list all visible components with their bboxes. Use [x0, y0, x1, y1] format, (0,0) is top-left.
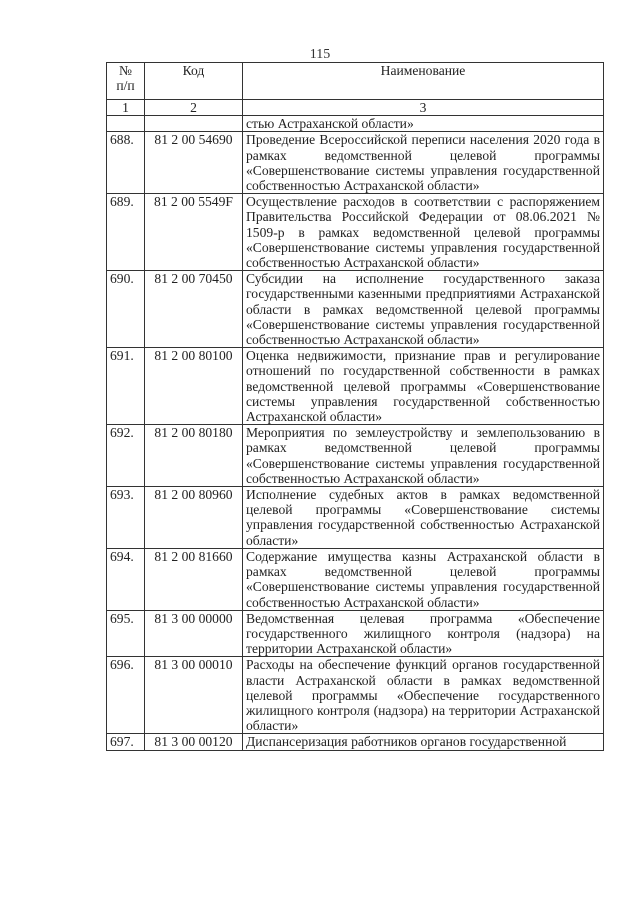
table-row — [107, 348, 604, 425]
row-name: Исполнение судебных актов в рамках ведомственной целевой программы «Совершенствование системы управления государственной собственностью Астраханской области» — [243, 487, 604, 549]
continuation-num-cell — [107, 116, 145, 132]
continuation-code-cell — [145, 116, 243, 132]
row-code: 81 3 00 00010 — [145, 657, 243, 734]
row-code: 81 3 00 00120 — [145, 734, 243, 750]
row-number: 697. — [107, 734, 145, 750]
table-row — [107, 487, 604, 549]
column-header-code: Код — [145, 63, 243, 100]
row-code: 81 2 00 54690 — [145, 132, 243, 194]
row-code: 81 2 00 80180 — [145, 425, 243, 487]
table-row — [107, 734, 604, 750]
table-row — [107, 132, 604, 194]
table-row — [107, 610, 604, 657]
column-header-number-sign: № — [119, 63, 132, 78]
column-index-3: 3 — [243, 100, 604, 116]
continuation-row — [107, 116, 604, 132]
row-number: 690. — [107, 271, 145, 348]
row-number: 688. — [107, 132, 145, 194]
row-number: 694. — [107, 548, 145, 610]
row-name: Расходы на обеспечение функций органов государственной власти Астраханской области в рамках ведомственной целевой программы «Обеспечение государственного жилищного контроля (надзора) на территории Астраханской области» — [243, 657, 604, 734]
column-header-number-abbr: п/п — [116, 78, 135, 94]
row-number: 696. — [107, 657, 145, 734]
row-name: Осуществление расходов в соответствии с распоряжением Правительства Российской Федерации от 08.06.2021 № 1509-р в рамках ведомственной целевой программы «Совершенствование системы управления государственной собственностью Астраханской области» — [243, 194, 604, 271]
row-code: 81 3 00 00000 — [145, 610, 243, 657]
table-row — [107, 548, 604, 610]
row-code: 81 2 00 81660 — [145, 548, 243, 610]
row-number: 689. — [107, 194, 145, 271]
row-code: 81 2 00 80960 — [145, 487, 243, 549]
row-name: Диспансеризация работников органов государственной — [243, 734, 604, 750]
table-row — [107, 657, 604, 734]
page-number: 115 — [309, 47, 331, 62]
column-index-row — [107, 100, 604, 116]
table-row — [107, 271, 604, 348]
table-row — [107, 194, 604, 271]
row-number: 695. — [107, 610, 145, 657]
table-row — [107, 425, 604, 487]
row-name: Субсидии на исполнение государственного заказа государственными казенными предприятиями Астраханской области в рамках ведомственной целевой программы «Совершенствование системы управления государственной собственностью Астраханской области» — [243, 271, 604, 348]
column-index-2: 2 — [145, 100, 243, 116]
budget-codes-table — [106, 62, 604, 751]
table-header-row — [107, 63, 604, 100]
row-code: 81 2 00 5549F — [145, 194, 243, 271]
row-number: 693. — [107, 487, 145, 549]
row-name: Мероприятия по землеустройству и землепользованию в рамках ведомственной целевой программы «Совершенствование системы управления государственной собственностью Астраханской области» — [243, 425, 604, 487]
column-header-number — [107, 63, 145, 100]
column-header-name: Наименование — [243, 63, 604, 100]
row-name: Содержание имущества казны Астраханской области в рамках ведомственной целевой программы «Совершенствование системы управления государственной собственностью Астраханской области» — [243, 548, 604, 610]
row-code: 81 2 00 80100 — [145, 348, 243, 425]
row-name: Проведение Всероссийской переписи населения 2020 года в рамках ведомственной целевой программы «Совершенствование системы управления государственной собственностью Астраханской области» — [243, 132, 604, 194]
column-index-1: 1 — [107, 100, 145, 116]
row-name: Ведомственная целевая программа «Обеспечение государственного жилищного контроля (надзора) на территории Астраханской области» — [243, 610, 604, 657]
continuation-text: стью Астраханской области» — [243, 116, 604, 132]
row-number: 691. — [107, 348, 145, 425]
row-code: 81 2 00 70450 — [145, 271, 243, 348]
row-number: 692. — [107, 425, 145, 487]
row-name: Оценка недвижимости, признание прав и регулирование отношений по государственной собственности в рамках ведомственной целевой программы «Совершенствование системы управления государственной собственностью Астраханской области» — [243, 348, 604, 425]
